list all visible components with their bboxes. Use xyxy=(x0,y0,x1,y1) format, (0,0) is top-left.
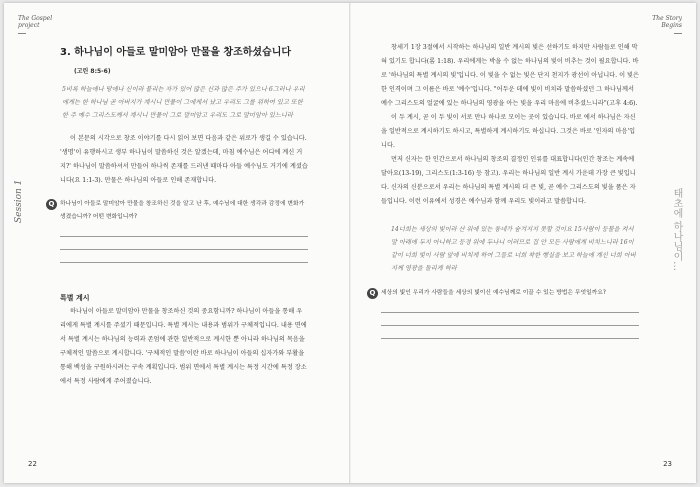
answer-line[interactable] xyxy=(60,249,308,250)
right-page-number: 23 xyxy=(663,460,672,468)
section-heading: 3. 하나님이 아들로 말미암아 만물을 창조하셨습니다 xyxy=(60,47,292,58)
right-running-head-line1: The Story xyxy=(652,15,682,22)
scripture-quote: 14너희는 세상의 빛이라 산 위에 있는 동네가 숨겨지지 못할 것이요 15사람이 등불을 켜서 말 아래에 두지 아니하고 등경 위에 두나니 이러므로 집 안 모든 사람에게 비치느니라 16이같이 너희 빛이 사람 앞에 비치게 하여 그들로 너희 착한 행실을 보고 하늘에 계신 너희 아버지께 영광을 돌리게 하라 xyxy=(391,226,636,272)
session-label: Session 1 xyxy=(14,179,24,223)
left-head-rule xyxy=(18,33,26,34)
left-page-number: 22 xyxy=(28,460,37,468)
answer-line[interactable] xyxy=(381,312,639,313)
left-running-head-line1: The Gospel xyxy=(18,15,53,22)
subheading: 특별 계시 xyxy=(60,294,90,302)
question-text: 세상의 빛인 우리가 사람들을 세상의 빛이신 예수님께로 이끌 수 있는 방법은 무엇일까요? xyxy=(381,290,606,296)
scripture-reference: (고린 8:5-6) xyxy=(74,68,111,75)
question-icon: Q xyxy=(46,199,57,210)
right-running-head-line2: Begins xyxy=(661,22,682,29)
book-spread xyxy=(4,3,696,483)
body-paragraph: 이 본문의 시각으로 창조 이야기를 다시 읽어 보면 다음과 같은 위로가 생길 수 있습니다. '생명'이 유행하시고 생부 하나님이 말씀하신 것은 알겠는데, 마침 예수님은 어디에 계신 거지?' 하나님이 말씀하셔서 만들어 하나씩 존재를 드러낸 때마다 아들 예수님도 거기에 계셨습니다(요 1:1-3). 만물은 하나님의 아들로 인해 존재합니다. xyxy=(60,135,308,184)
answer-line[interactable] xyxy=(60,262,308,263)
question-block xyxy=(369,287,639,339)
question-block xyxy=(48,198,308,263)
answer-line[interactable] xyxy=(381,325,639,326)
right-head-rule xyxy=(674,33,682,34)
answer-line[interactable] xyxy=(60,236,308,237)
side-label: 태초에 하나님이… xyxy=(671,188,682,272)
body-paragraph-3: 먼저 신자는 한 인간으로서 하나님의 창조의 결정인 인류를 대표합니다(인간 창조는 계속에 달아요(13-19), 그리스도(1:3-16) 등 참고). 우리는 하나님의 일반 계시 가운데 가장 큰 빛입니다. 신자의 신분으로서 우리는 하나님의 특별 계시의 더 큰 빛, 곧 예수 그리스도의 빛을 품은 자들입니다. 이런 이유에서 성경은 예수님과 함께 우리도 빛이라고 말씀합니다. xyxy=(381,156,636,205)
right-column xyxy=(369,41,639,339)
body-paragraph: 창세기 1장 3절에서 시작하는 하나님의 일반 계시의 빛은 선하기도 하지만 사람들로 인해 막혀 있기도 합니다(롬 1:18). 우리에게는 박을 수 없는 하나님의 빛이 비추는 것이 필요합니다. 바로 '하나님의 특별 계시의 빛'입니다. 이 빛을 수 없는 빛은 단지 천지가 광선이 아닙니다. 이 빛은 한 인격이며 그 이름은 바로 '예수'입니다. "어두운 데에 빛이 비치라 말씀하셨던 그 하나님께서 예수 그리스도의 얼굴에 있는 하나님의 영광을 아는 빛을 우리 마음에 비추셨느니라"(고후 4:6). xyxy=(381,44,639,107)
answer-line[interactable] xyxy=(381,338,639,339)
left-running-head xyxy=(18,15,52,29)
left-column xyxy=(48,43,308,389)
scripture-quote: 5비록 하늘에나 땅에나 신이라 불리는 자가 있어 많은 신과 많은 주가 있으나 6그러나 우리에게는 한 하나님 곧 아버지가 계시니 만물이 그에게서 났고 우리도 그를 위하여 있고 또한 한 주 예수 그리스도께서 계시니 만물이 그로 말미암고 우리도 그로 말미암아 있느니라 xyxy=(62,86,305,119)
question-icon: Q xyxy=(367,288,378,299)
body-paragraph-2: 하나님이 아들로 말미암아 만물을 창조하신 것의 중요함니까? 하나님이 아들을 통해 우리에게 특별 계시를 주셨기 때문입니다. 특별 계시는 내용과 범위가 구체적입니다. 내용 면에서 특별 계시는 하나님의 능력과 존엄에 관한 일반적으로 계시한 뿐 아니라 하나님의 목음을 구체적인 말씀으로 계시합니다. '구체적인 말씀'이란 바로 하나님이 아들의 십자가와 부활을 통해 백성을 구원하시려는 구속 계획입니다. 범위 면에서 특별 계시는 특정 시간에 특정 장소에서 특정 사람에게 주어졌습니다. xyxy=(60,308,307,385)
body-paragraph-2: 이 두 계시, 곧 이 두 빛이 서로 만나 하나로 모이는 곳이 있습니다. 바로 에서 하나님은 자신을 일반적으로 계시하기도 하시고, 특별하게 계시하기도 하십니다. 그것은 바로 '인자의 마음'입니다. xyxy=(381,114,636,149)
gutter xyxy=(349,3,351,483)
right-running-head xyxy=(652,15,682,29)
question-text: 하나님이 아들로 말미암아 만물을 창조하신 것을 알고 난 후, 예수님에 대한 생각과 감정에 변화가 생겼습니까? 어떤 변화입니까? xyxy=(60,201,305,220)
left-running-head-line2: project xyxy=(18,22,40,29)
